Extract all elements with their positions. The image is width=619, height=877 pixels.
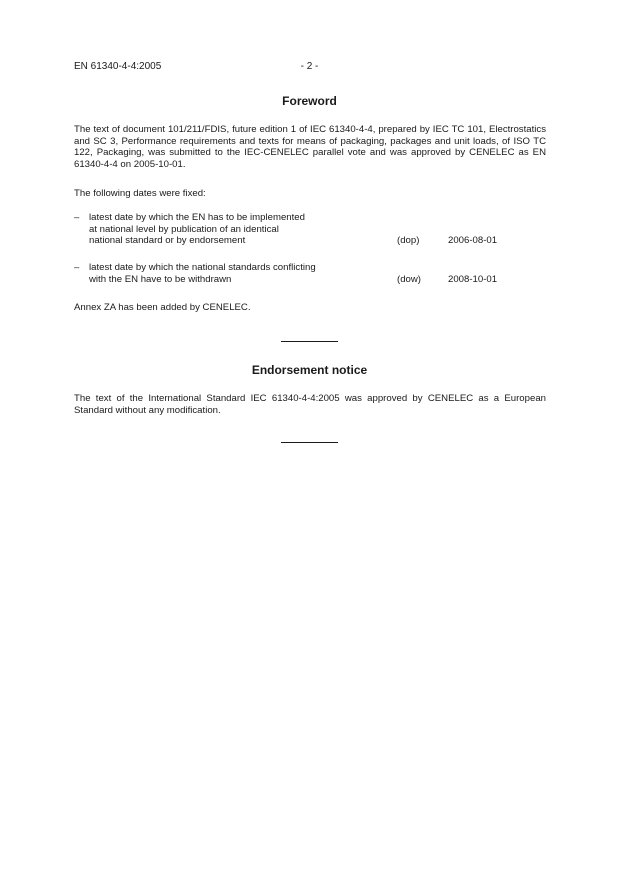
- section-divider: [281, 341, 338, 342]
- date-item-dop: [74, 212, 546, 248]
- end-divider: [281, 442, 338, 443]
- date-item-line: latest date by which the national standards conflicting: [89, 262, 316, 273]
- date-item-line: at national level by publication of an identical: [89, 223, 279, 235]
- date-value: 2006-08-01: [448, 235, 498, 247]
- endorsement-text: The text of the International Standard IEC 61340-4-4:2005 was approved by CENELEC as a European Standard without any modification.: [74, 393, 546, 416]
- date-item-line: national standard or by endorsement: [89, 235, 246, 247]
- dates-intro: The following dates were fixed:: [74, 188, 206, 199]
- date-item-line: with the EN have to be withdrawn: [89, 273, 232, 285]
- date-value: 2008-10-01: [448, 273, 498, 285]
- foreword-title: Foreword: [282, 94, 337, 108]
- annex-note: Annex ZA has been added by CENELEC.: [74, 302, 251, 313]
- date-item-dow: [74, 262, 546, 286]
- date-item-line: latest date by which the EN has to be implemented: [89, 212, 305, 223]
- foreword-intro: The text of document 101/211/FDIS, future edition 1 of IEC 61340-4-4, prepared by IEC TC 101, Electrostatics and SC 3, Performance requirements and texts for means of packaging, packages and unit loads, of ISO TC 122, Packaging, was submitted to the IEC-CENELEC parallel vote and was approved by CENELEC as EN 61340-4-4 on 2005-10-01.: [74, 124, 546, 170]
- document-id: EN 61340-4-4:2005: [74, 61, 162, 72]
- date-code: (dow): [397, 273, 421, 285]
- endorsement-title: Endorsement notice: [251, 363, 368, 377]
- dash-marker: –: [74, 212, 80, 223]
- date-code: (dop): [397, 235, 420, 247]
- page-number: - 2 -: [300, 61, 319, 72]
- dash-marker: –: [74, 262, 80, 273]
